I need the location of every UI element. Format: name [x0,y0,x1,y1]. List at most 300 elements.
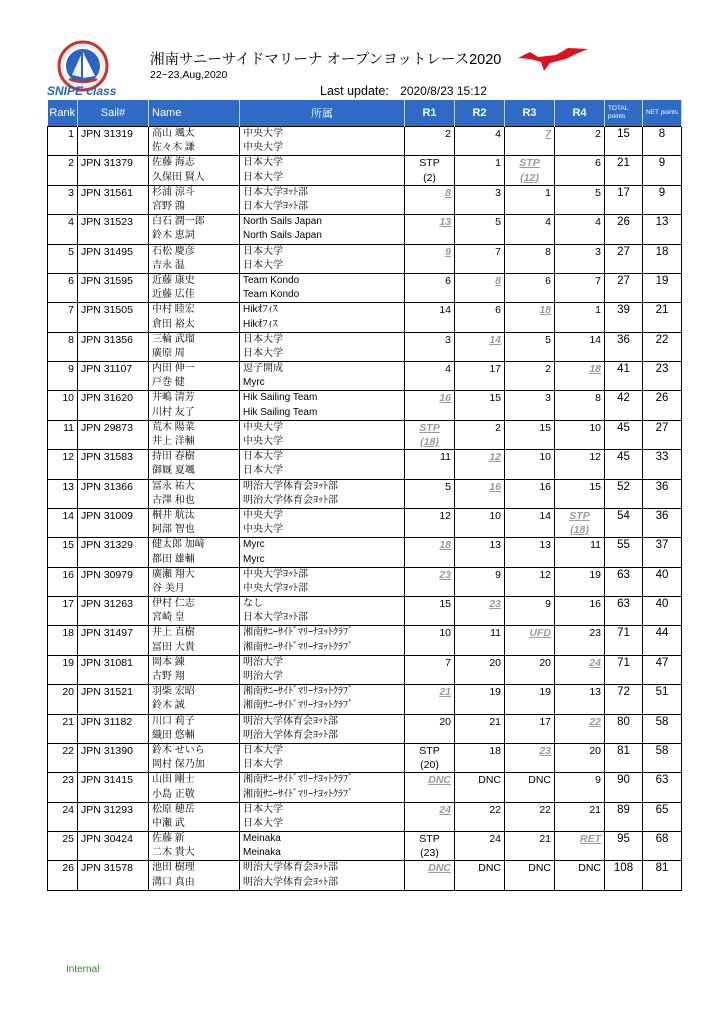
race-r2-cell [455,141,505,156]
crew-name-cell: 佐々木 謙 [149,141,240,156]
helm-name-cell: 井上 直樹 [149,626,240,641]
crew-club-cell: 明治大学 [240,670,405,685]
race-r2-cell [455,215,505,230]
crew-name-cell: 廣原 周 [149,347,240,362]
helm-name-cell: 羽柴 宏昭 [149,685,240,700]
race-r1-cell [405,817,455,832]
helm-name-cell: 川口 莉子 [149,714,240,729]
race-r3-cell [505,626,555,641]
table-row-crew [48,758,682,773]
sail-cell-empty [78,171,149,186]
net-points-cell: 65 [643,802,682,817]
race-score: 6 [545,274,551,287]
crew-club-cell: 日本大学 [240,817,405,832]
race-r2-cell [455,450,505,465]
race-r4-cell [555,523,605,538]
total-points-cell: 71 [605,626,643,641]
table-row [48,391,682,406]
rank-cell-empty [48,259,78,274]
net-points-cell: 27 [643,420,682,435]
total-empty [605,141,643,156]
race-r1-cell [405,861,455,876]
crew-name-cell: 古澤 和也 [149,494,240,509]
rank-cell: 17 [48,597,78,612]
race-score: 17 [489,363,501,376]
race-r3-cell [505,552,555,567]
total-empty [605,787,643,802]
sail-cell-empty [78,582,149,597]
net-empty [643,317,682,332]
race-score: (12) [520,171,539,184]
race-score: 6 [595,157,601,170]
table-row-crew [48,347,682,362]
race-r3-cell [505,347,555,362]
total-points-cell: 45 [605,420,643,435]
race-r2-cell [455,714,505,729]
table-row [48,538,682,553]
sail-number-cell: JPN 31495 [78,244,149,259]
helm-club-cell: 日本大学 [240,244,405,259]
race-r4-cell [555,215,605,230]
race-score: RET [580,833,601,846]
net-points-cell: 36 [643,508,682,523]
race-score: 20 [539,656,551,669]
rank-cell-empty [48,729,78,744]
helm-club-cell: 逗子開成 [240,362,405,377]
race-r4-cell [555,773,605,788]
race-r2-cell [455,626,505,641]
sail-number-cell: JPN 31523 [78,215,149,230]
helm-name-cell: 山田 剛士 [149,773,240,788]
helm-name-cell: 荒木 陽菜 [149,420,240,435]
race-r4-cell [555,185,605,200]
table-row [48,685,682,700]
race-score: 20 [589,744,601,757]
race-score: 2 [445,128,451,141]
sail-cell-empty [78,376,149,391]
total-points-cell: 45 [605,450,643,465]
race-r2-cell [455,127,505,142]
total-empty [605,758,643,773]
table-row-crew [48,288,682,303]
rank-cell: 13 [48,479,78,494]
net-empty [643,229,682,244]
table-row [48,861,682,876]
helm-club-cell: 湘南ｻﾆｰｻｲﾄﾞﾏﾘｰﾅﾖｯﾄｸﾗﾌﾞ [240,685,405,700]
total-empty [605,641,643,656]
net-empty [643,582,682,597]
race-r3-cell [505,743,555,758]
race-score: 4 [595,216,601,229]
rank-cell: 3 [48,185,78,200]
sail-number-cell: JPN 31415 [78,773,149,788]
rank-cell-empty [48,406,78,421]
race-score: 24 [489,833,501,846]
table-row-crew [48,641,682,656]
race-r1-cell [405,523,455,538]
total-empty [605,846,643,861]
rank-cell-empty [48,229,78,244]
race-r3-cell [505,567,555,582]
race-score: DNC [478,774,501,787]
total-points-cell: 72 [605,685,643,700]
race-r4-cell [555,597,605,612]
race-r2-cell [455,597,505,612]
helm-club-cell: 日本大学 [240,743,405,758]
race-score: 10 [539,451,551,464]
crew-name-cell: 川村 友了 [149,406,240,421]
race-r3-cell [505,479,555,494]
race-r4-cell [555,582,605,597]
net-points-cell: 9 [643,156,682,171]
total-empty [605,259,643,274]
race-r2-cell [455,494,505,509]
race-r4-cell [555,832,605,847]
helm-club-cell: 日本大学 [240,332,405,347]
race-r1-cell [405,508,455,523]
race-score: 5 [445,480,451,493]
race-r1-cell [405,347,455,362]
rank-cell: 24 [48,802,78,817]
sail-number-cell: JPN 31081 [78,655,149,670]
race-r3-cell [505,538,555,553]
table-row-crew [48,582,682,597]
race-r1-cell [405,641,455,656]
race-r4-cell [555,244,605,259]
crew-club-cell: 明治大学体育会ﾖｯﾄ部 [240,876,405,891]
race-r2-cell [455,288,505,303]
race-r4-cell [555,259,605,274]
helm-name-cell: 桐井 航汰 [149,508,240,523]
crew-name-cell: 宮野 鴻 [149,200,240,215]
crew-name-cell: 阿部 智也 [149,523,240,538]
sail-number-cell: JPN 31379 [78,156,149,171]
table-row [48,773,682,788]
net-empty [643,259,682,274]
rank-cell-empty [48,171,78,186]
rank-cell: 21 [48,714,78,729]
race-r3-cell [505,817,555,832]
table-row-crew [48,171,682,186]
sail-cell-empty [78,435,149,450]
race-r2-cell [455,655,505,670]
race-score: 22 [589,715,601,728]
sail-number-cell: JPN 31620 [78,391,149,406]
helm-name-cell: 冨永 祐大 [149,479,240,494]
race-score: 21 [539,833,551,846]
race-score: 5 [545,333,551,346]
helm-name-cell: 三輪 武瑠 [149,332,240,347]
race-r3-cell [505,729,555,744]
crew-club-cell: 日本大学 [240,171,405,186]
crew-club-cell: 中央大学 [240,141,405,156]
race-score: 1 [495,157,501,170]
sail-cell-empty [78,229,149,244]
race-score: 7 [545,128,551,141]
race-r4-cell [555,332,605,347]
table-row-crew [48,523,682,538]
helm-name-cell: 杉浦 涼斗 [149,185,240,200]
sail-number-cell: JPN 31390 [78,743,149,758]
sail-number-cell: JPN 31263 [78,597,149,612]
race-score: 4 [495,128,501,141]
race-r1-cell [405,699,455,714]
race-r4-cell [555,567,605,582]
sail-number-cell: JPN 31561 [78,185,149,200]
rank-cell-empty [48,699,78,714]
net-points-cell: 36 [643,479,682,494]
race-r4-cell [555,171,605,186]
race-r4-cell [555,655,605,670]
race-r2-cell [455,802,505,817]
total-empty [605,817,643,832]
helm-club-cell: 中央大学 [240,127,405,142]
total-empty [605,376,643,391]
sail-cell-empty [78,494,149,509]
race-score: STP [569,509,590,522]
race-score: 1 [545,186,551,199]
race-score: (20) [420,759,439,772]
sail-number-cell: JPN 31583 [78,450,149,465]
race-score: 3 [495,186,501,199]
race-r1-cell [405,582,455,597]
helm-club-cell: Hik Sailing Team [240,391,405,406]
race-r4-cell [555,288,605,303]
race-r3-cell [505,406,555,421]
table-row [48,156,682,171]
race-score: (23) [420,847,439,860]
race-score: STP [419,157,440,170]
crew-name-cell: 吉永 温 [149,259,240,274]
sail-cell-empty [78,347,149,362]
total-points-cell: 15 [605,127,643,142]
table-row [48,273,682,288]
race-score: 14 [539,509,551,522]
race-r4-cell [555,729,605,744]
helm-club-cell: 湘南ｻﾆｰｻｲﾄﾞﾏﾘｰﾅﾖｯﾄｸﾗﾌﾞ [240,773,405,788]
sail-number-cell: JPN 31578 [78,861,149,876]
race-r4-cell [555,611,605,626]
race-score: 18 [489,744,501,757]
crew-name-cell: 古野 翔 [149,670,240,685]
race-score: 20 [439,715,451,728]
total-points-cell: 89 [605,802,643,817]
sail-number-cell: JPN 31182 [78,714,149,729]
race-score: 8 [595,392,601,405]
crew-name-cell: 織田 悠輔 [149,729,240,744]
race-score: 13 [489,539,501,552]
race-r2-cell [455,787,505,802]
helm-club-cell: 日本大学 [240,156,405,171]
race-score: 18 [439,539,451,552]
race-r2-cell [455,259,505,274]
race-score: 6 [445,274,451,287]
race-r2-cell [455,773,505,788]
race-r2-cell [455,670,505,685]
net-points-cell: 44 [643,626,682,641]
event-dates: 22~23,Aug,2020 [150,69,228,81]
race-r1-cell [405,611,455,626]
net-points-cell: 37 [643,538,682,553]
total-empty [605,611,643,626]
race-r4-cell [555,876,605,891]
race-r1-cell [405,185,455,200]
race-r1-cell [405,362,455,377]
table-row [48,127,682,142]
rank-cell: 1 [48,127,78,142]
crew-club-cell: Hikｵﾌｨｽ [240,317,405,332]
race-score: 13 [539,539,551,552]
net-empty [643,347,682,362]
race-r4-cell [555,626,605,641]
race-score: DNC [428,774,451,787]
table-row-crew [48,699,682,714]
race-r1-cell [405,626,455,641]
race-r3-cell [505,597,555,612]
race-r4-cell [555,362,605,377]
sail-cell-empty [78,200,149,215]
race-r1-cell [405,420,455,435]
net-empty [643,611,682,626]
race-score: 16 [589,598,601,611]
rank-cell-empty [48,200,78,215]
race-r1-cell [405,200,455,215]
helm-club-cell: 中央大学ﾖｯﾄ部 [240,567,405,582]
total-points-cell: 63 [605,567,643,582]
helm-name-cell: 井嶋 清芳 [149,391,240,406]
crew-name-cell: 倉田 裕太 [149,317,240,332]
race-score: 3 [445,333,451,346]
total-points-cell: 71 [605,655,643,670]
total-empty [605,729,643,744]
net-points-cell: 68 [643,832,682,847]
net-points-cell: 51 [643,685,682,700]
table-row-crew [48,876,682,891]
table-row [48,655,682,670]
race-r4-cell [555,156,605,171]
rank-cell: 9 [48,362,78,377]
rank-cell-empty [48,347,78,362]
net-points-cell: 19 [643,273,682,288]
table-row [48,567,682,582]
race-r2-cell [455,508,505,523]
sail-number-cell: JPN 31107 [78,362,149,377]
race-score: 18 [589,363,601,376]
rank-cell: 14 [48,508,78,523]
sail-number-cell: JPN 31319 [78,127,149,142]
race-r4-cell [555,420,605,435]
rank-cell-empty [48,611,78,626]
race-r3-cell [505,685,555,700]
col-r3: R3 [505,100,555,127]
helm-name-cell: 佐藤 新 [149,832,240,847]
net-points-cell: 13 [643,215,682,230]
race-score: 15 [489,392,501,405]
race-r2-cell [455,171,505,186]
class-label: SNIPE class [47,84,117,98]
net-empty [643,758,682,773]
sail-number-cell: JPN 31293 [78,802,149,817]
race-r1-cell [405,758,455,773]
net-points-cell: 58 [643,714,682,729]
crew-name-cell: 岡村 保乃加 [149,758,240,773]
race-r1-cell [405,552,455,567]
sail-cell-empty [78,729,149,744]
rank-cell: 4 [48,215,78,230]
race-r2-cell [455,846,505,861]
net-points-cell: 9 [643,185,682,200]
total-points-cell: 36 [605,332,643,347]
rank-cell-empty [48,376,78,391]
total-points-cell: 81 [605,743,643,758]
rank-cell-empty [48,670,78,685]
crew-name-cell: 冨田 大貴 [149,641,240,656]
race-r2-cell [455,406,505,421]
total-empty [605,435,643,450]
race-r2-cell [455,332,505,347]
net-points-cell: 8 [643,127,682,142]
sail-cell-empty [78,876,149,891]
race-r2-cell [455,376,505,391]
race-score: 22 [539,803,551,816]
helm-name-cell: 岡本 錬 [149,655,240,670]
net-empty [643,876,682,891]
table-row-crew [48,611,682,626]
total-empty [605,699,643,714]
race-r1-cell [405,538,455,553]
race-r3-cell [505,758,555,773]
crew-name-cell: 谷 美月 [149,582,240,597]
race-r1-cell [405,846,455,861]
race-score: 8 [545,245,551,258]
rank-cell-empty [48,876,78,891]
race-r2-cell [455,362,505,377]
race-r1-cell [405,259,455,274]
rank-cell: 6 [48,273,78,288]
race-score: STP [419,833,440,846]
rank-cell-empty [48,582,78,597]
total-empty [605,523,643,538]
race-r2-cell [455,185,505,200]
race-r1-cell [405,787,455,802]
table-row [48,420,682,435]
table-row [48,597,682,612]
rank-cell: 11 [48,420,78,435]
race-r4-cell [555,464,605,479]
helm-name-cell: 内田 伸一 [149,362,240,377]
rank-cell: 23 [48,773,78,788]
net-empty [643,699,682,714]
total-points-cell: 26 [605,215,643,230]
race-r3-cell [505,582,555,597]
race-r4-cell [555,347,605,362]
sail-number-cell: JPN 30424 [78,832,149,847]
race-score: 14 [589,333,601,346]
race-r1-cell [405,685,455,700]
race-r4-cell [555,406,605,421]
helm-club-cell: 日本大学 [240,450,405,465]
race-r3-cell [505,450,555,465]
net-points-cell: 40 [643,597,682,612]
net-empty [643,200,682,215]
sail-cell-empty [78,552,149,567]
crew-name-cell: 御厩 夏颯 [149,464,240,479]
net-points-cell: 63 [643,773,682,788]
table-row [48,626,682,641]
race-score: DNC [428,862,451,875]
net-empty [643,406,682,421]
helm-name-cell: 持田 春樹 [149,450,240,465]
